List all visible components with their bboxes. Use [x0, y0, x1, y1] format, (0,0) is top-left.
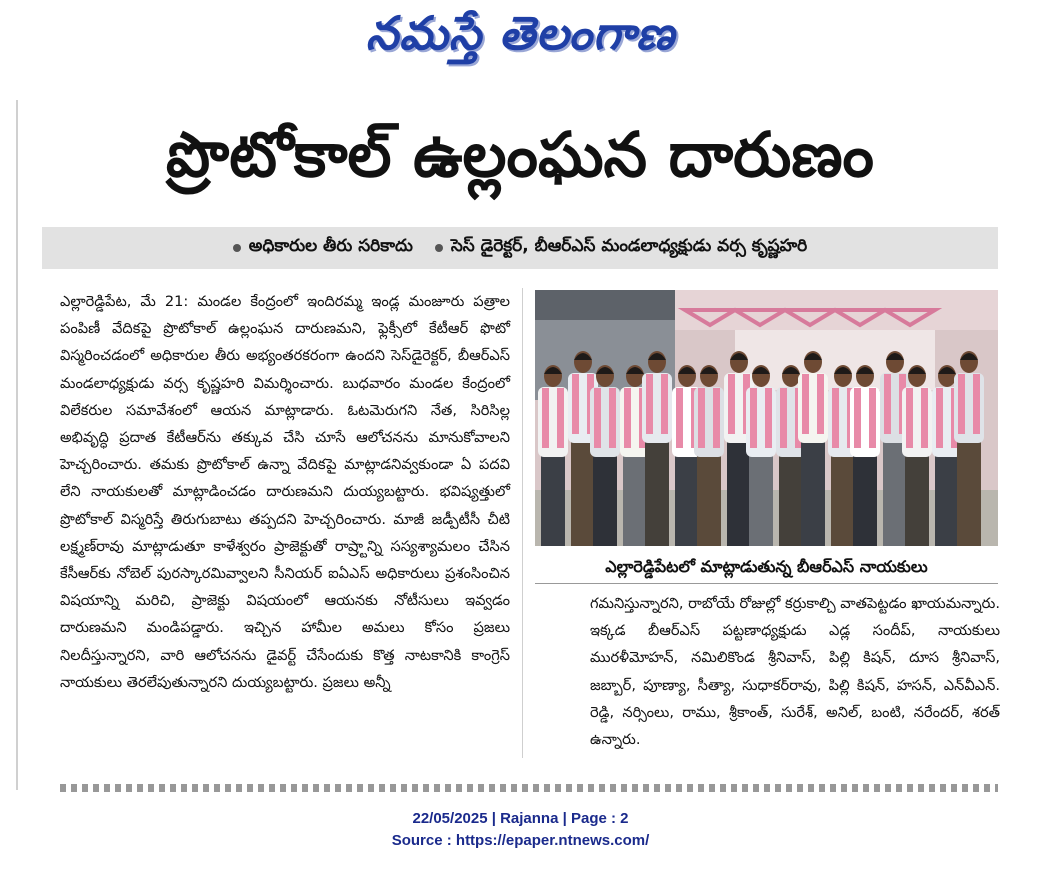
subhead-bar: [42, 227, 998, 269]
left-margin-rule: [16, 100, 18, 790]
cut-text-strip: [60, 784, 998, 792]
headline: ప్రొటోకాల్ ఉల్లంఘన దారుణం: [166, 118, 874, 191]
column-divider: [522, 288, 523, 758]
news-photo: [535, 290, 998, 546]
masthead-logo: నమస్తే తెలంగాణ: [365, 6, 676, 60]
bullet-icon: [435, 244, 443, 252]
article-paragraph: గమనిస్తున్నారని, రాబోయే రోజుల్లో కర్రుకాల్చి వాతపెట్టడం ఖాయమన్నారు. ఇక్కడ బీఆర్ఎస్ పట్టణాధ్యక్షుడు ఎడ్ల సందీప్, నాయకులు మురళీమోహన్, నమిలికొండ శ్రీనివాస్, పిల్లి కిషన్, దూస శ్రీనివాస్, జబ్బార్, పూణ్యా, సీత్యా, సుధాకర్‌రావు, పిల్లి కిషన్, హసన్, ఎన్‌వీఎన్. రెడ్డి, నర్సింలు, రాము, శ్రీకాంత్, సురేశ్, అనిల్, బంటి, నరేందర్, శరత్ ఉన్నారు.: [590, 595, 1000, 749]
photo-caption: ఎల్లారెడ్డిపేటలో మాట్లాడుతున్న బీఆర్ఎస్ నాయకులు: [605, 557, 928, 576]
subhead-text: అధికారుల తీరు సరికాదు: [248, 236, 413, 256]
photo-person: [590, 365, 620, 546]
photo-person: [642, 351, 672, 546]
article-paragraph: ఎల్లారెడ్డిపేట, మే 21: మండల కేంద్రంలో ఇందిరమ్మ ఇండ్ల మంజూరు పత్రాల పంపిణీ వేదికపై ప్రొటోకాల్ ఉల్లంఘన దారుణమని, ఫ్లెక్సీలో కేటీఆర్ ఫొటో విస్మరించడంలో అధికారుల తీరు అభ్యంతరకరంగా ఉందని సెస్‌డైరెక్టర్, బీఆర్ఎస్ మండలాధ్యక్షుడు వర్స కృష్ణహరి విమర్శించారు. బుధవారం మండల కేంద్రంలో విలేకరుల సమావేశంలో ఆయన మాట్లాడారు. ఓటమెరుగని నేత, సిరిసిల్ల అభివృద్ధి ప్రదాత కేటీఆర్‌ను తక్కువ చేసి చూసే ఆలోచనను మానుకోవాలని హెచ్చరించారు. తమకు ప్రొటోకాల్ ఉన్నా వేదికపై మాట్లాడనివ్వకుండా ఏ పదవి లేని నాయకులతో మాట్లాడించడం దారుణమని దుయ్యబట్టారు. భవిష్యత్తులో ప్రొటోకాల్ విస్మరిస్తే తిరుగుబాటు తప్పదని హెచ్చరించారు. మాజీ జడ్పీటీసీ చీటి లక్ష్మణ్‌రావు మాట్లాడుతూ కాళేశ్వరం ప్రాజెక్టుతో రాష్ర్టాన్ని సస్యశ్యామలం చేసిన కేసీఆర్‌కు నోబెల్ పురస్కారమివ్వాలని సీనియర్ ఐఏఎస్ అధికారులు ప్రశంసించిన విషయాన్ని మరిచి, ప్రాజెక్టు విషయంలో ఆయనకు నోటీసులు ఇవ్వడం దారుణమని మండిపడ్డారు. ఇచ్చిన హామీల అమలు కోసం ప్రజలు నిలదీస్తున్నారని, వారి ఆలోచనను డైవర్ట్ చేసేందుకు కొత్త నాటకానికి కాంగ్రెస్ నాయకులు తెరలేపుతున్నారని దుయ్యబట్టారు. ప్రజలు అన్నీ: [60, 293, 510, 691]
photo-person: [954, 351, 984, 546]
photo-person: [850, 365, 880, 546]
photo-person: [746, 365, 776, 546]
article-body-left: [60, 288, 510, 696]
photo-person: [902, 365, 932, 546]
photo-person: [538, 365, 568, 546]
subhead-item: [233, 236, 413, 260]
page-footer: [0, 808, 1041, 852]
subhead-text: సెస్ డైరెక్టర్, బీఆర్ఎస్ మండలాధ్యక్షుడు వర్స కృష్ణహరి: [450, 236, 808, 256]
photo-person: [798, 351, 828, 546]
subhead-item: [435, 236, 807, 260]
footer-date-line: 22/05/2025 | Rajanna | Page : 2: [412, 810, 629, 827]
footer-source-line: Source : https://epaper.ntnews.com/: [391, 832, 650, 849]
photo-person: [694, 365, 724, 546]
bullet-icon: [233, 244, 241, 252]
article-body-right: [590, 590, 1000, 753]
caption-rule: [535, 583, 998, 584]
